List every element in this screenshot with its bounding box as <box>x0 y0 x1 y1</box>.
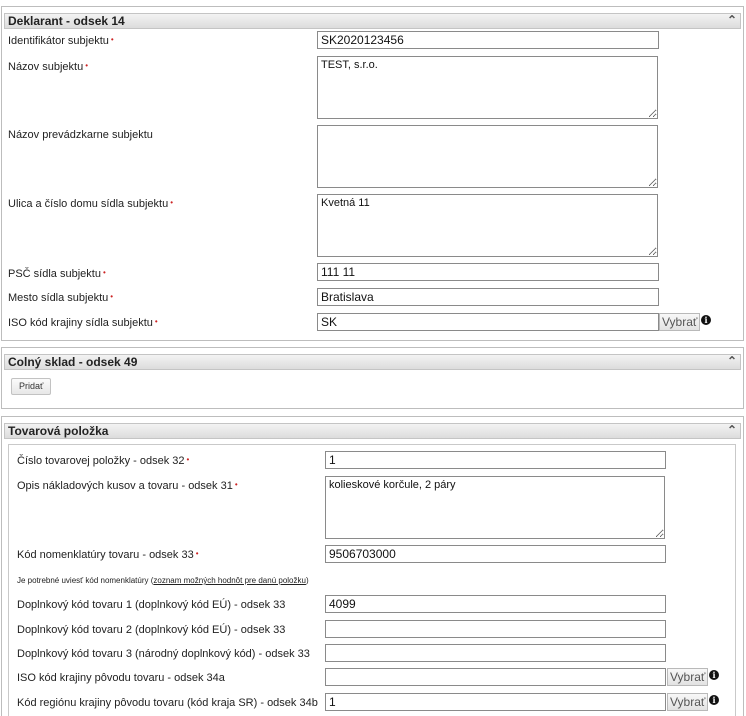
info-icon[interactable]: i <box>709 695 719 705</box>
opis-textarea[interactable] <box>325 476 665 539</box>
psc-input[interactable] <box>317 263 659 281</box>
add-button[interactable]: Pridať <box>11 378 51 395</box>
prevadzkaren-label: Názov prevádzkarne subjektu <box>8 129 153 141</box>
cislo-input[interactable] <box>325 451 666 469</box>
region-input[interactable] <box>325 693 666 711</box>
collapse-caret-icon[interactable]: ⌃ <box>726 13 737 27</box>
nomenklatura-list-link[interactable]: zoznam možných hodnôt pre danú položku <box>153 576 306 585</box>
identifikator-input[interactable] <box>317 31 659 49</box>
tovarova-polozka-header[interactable] <box>4 423 741 439</box>
required-asterisk-icon: • <box>102 268 106 277</box>
info-icon[interactable]: i <box>709 670 719 680</box>
colny-sklad-title: Colný sklad - odsek 49 <box>8 355 138 369</box>
mesto-input[interactable] <box>317 288 659 306</box>
required-asterisk-icon: • <box>110 292 114 301</box>
colny-sklad-panel <box>1 347 744 409</box>
ulica-label: Ulica a číslo domu sídla subjektu • <box>8 198 173 210</box>
kod-nom-label: Kód nomenklatúry tovaru - odsek 33 • <box>17 549 199 561</box>
required-asterisk-icon: • <box>154 317 158 326</box>
required-asterisk-icon: • <box>195 549 199 558</box>
region-select-button[interactable]: Vybrať <box>667 693 708 711</box>
dopl2-label: Doplnkový kód tovaru 2 (doplnkový kód EÚ) - odsek 33 <box>17 624 286 636</box>
iso-label: ISO kód krajiny sídla subjektu • <box>8 317 158 329</box>
info-icon[interactable]: i <box>701 315 711 325</box>
nazov-label: Názov subjektu • <box>8 61 89 73</box>
identifikator-label: Identifikátor subjektu • <box>8 35 114 47</box>
required-asterisk-icon: • <box>85 61 89 70</box>
dopl3-input[interactable] <box>325 644 666 662</box>
kod-nom-input[interactable] <box>325 545 666 563</box>
collapse-caret-icon[interactable]: ⌃ <box>726 423 737 437</box>
nazov-textarea[interactable] <box>317 56 658 119</box>
required-asterisk-icon: • <box>186 455 190 464</box>
iso-povod-input[interactable] <box>325 668 666 686</box>
region-label: Kód regiónu krajiny pôvodu tovaru (kód kraja SR) - odsek 34b <box>17 697 318 709</box>
required-asterisk-icon: • <box>234 480 238 489</box>
prevadzkaren-textarea[interactable] <box>317 125 658 188</box>
tovarova-polozka-title: Tovarová položka <box>8 424 109 438</box>
dopl2-input[interactable] <box>325 620 666 638</box>
cislo-label: Číslo tovarovej položky - odsek 32 • <box>17 455 190 467</box>
colny-sklad-header[interactable] <box>4 354 741 370</box>
dopl3-label: Doplnkový kód tovaru 3 (národný doplnkový kód) - odsek 33 <box>17 648 310 660</box>
iso-povod-select-button[interactable]: Vybrať <box>667 668 708 686</box>
ulica-textarea[interactable] <box>317 194 658 257</box>
nomenklatura-note: Je potrebné uviesť kód nomenklatúry (zoznam možných hodnôt pre danú položku) <box>17 576 309 585</box>
collapse-caret-icon[interactable]: ⌃ <box>726 354 737 368</box>
deklarant-title: Deklarant - odsek 14 <box>8 14 125 28</box>
iso-povod-label: ISO kód krajiny pôvodu tovaru - odsek 34a <box>17 672 225 684</box>
iso-select-button[interactable]: Vybrať <box>659 313 700 331</box>
opis-label: Opis nákladových kusov a tovaru - odsek 31 • <box>17 480 238 492</box>
required-asterisk-icon: • <box>170 198 173 207</box>
mesto-label: Mesto sídla subjektu • <box>8 292 114 304</box>
dopl1-label: Doplnkový kód tovaru 1 (doplnkový kód EÚ) - odsek 33 <box>17 599 286 611</box>
iso-input[interactable] <box>317 313 659 331</box>
required-asterisk-icon: • <box>110 35 114 44</box>
deklarant-header[interactable] <box>4 13 741 29</box>
dopl1-input[interactable] <box>325 595 666 613</box>
psc-label: PSČ sídla subjektu • <box>8 268 106 280</box>
